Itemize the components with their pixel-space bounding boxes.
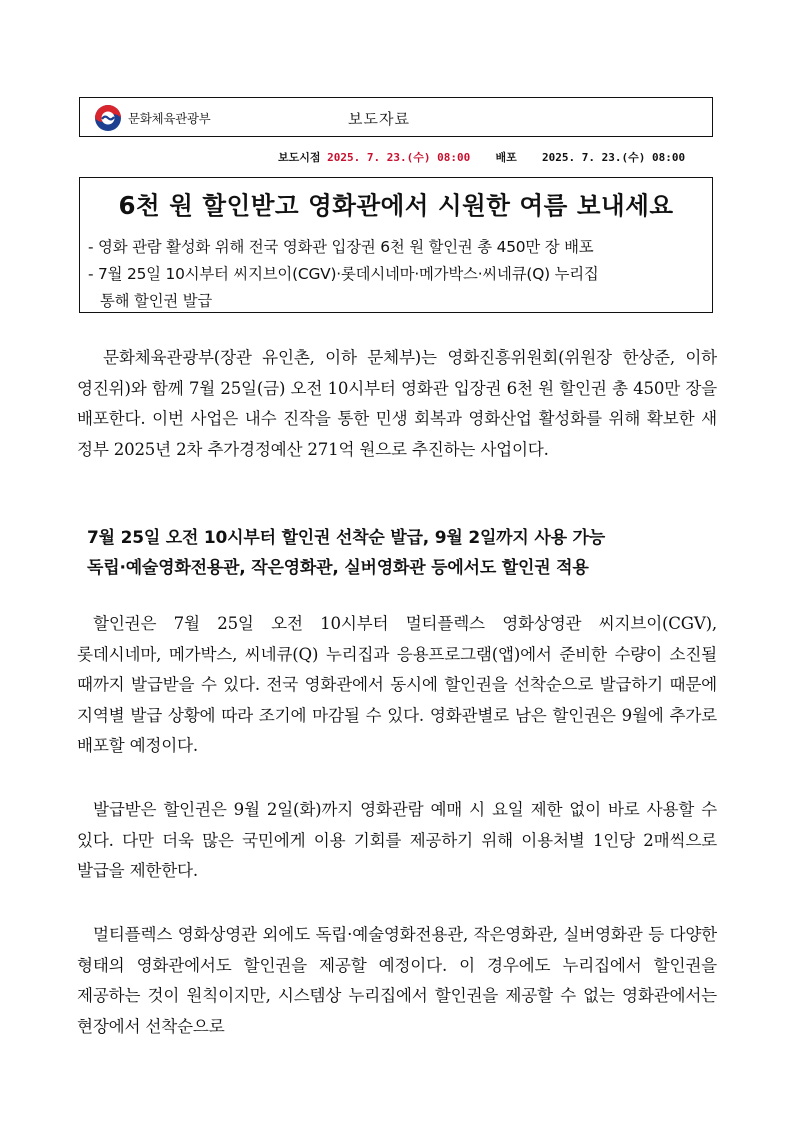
section-heading-line: 독립·예술영화전용관, 작은영화관, 실버영화관 등에서도 할인권 적용 (87, 558, 589, 578)
body-paragraph: 발급받은 할인권은 9월 2일(화)까지 영화관람 예매 시 요일 제한 없이 바로 사용할 수 있다. 다만 더욱 많은 국민에게 이용 기회를 제공하기 위해 이용처별 1인당 2매씩으로 발급을 제한한다. (77, 800, 717, 880)
headline-subtitle: - 7월 25일 10시부터 씨지브이(CGV)·롯데시네마·메가박스·씨네큐(Q) 누리집 (88, 265, 599, 283)
section-heading (87, 523, 605, 583)
body-paragraph: 멀티플렉스 영화상영관 외에도 독립·예술영화전용관, 작은영화관, 실버영화관 등 다양한 형태의 영화관에서도 할인권을 제공할 예정이다. 이 경우에도 누리집에서 할인권을 제공하는 것이 원칙이지만, 시스템상 누리집에서 할인권을 제공할 수 없는 영화관에서는 현장에서 선착순으로 (77, 925, 717, 1036)
headline-subtitle: - 영화 관람 활성화 위해 전국 영화관 입장권 6천 원 할인권 총 450만 장 배포 (88, 238, 594, 256)
document-type: 보도자료 (348, 110, 410, 128)
distribution-label: 배포 (495, 151, 517, 164)
body-paragraph: 문화체육관광부(장관 유인촌, 이하 문체부)는 영화진흥위원회(위원장 한상준, 이하 영진위)와 함께 7월 25일(금) 오전 10시부터 영화관 입장권 6천 원 할인권 총 450만 장을 배포한다. 이번 사업은 내수 진작을 통한 민생 회복과 영화산업 활성화를 위해 확보한 새 정부 2025년 2차 추가경정예산 271억 원으로 추진하는 사업이다. (77, 348, 717, 459)
headline-subtitle-continued: 통해 할인권 발급 (100, 292, 213, 310)
headline-box (79, 177, 713, 313)
government-emblem-icon (94, 104, 122, 132)
ministry-name: 문화체육관광부 (128, 111, 211, 126)
release-info (278, 149, 685, 165)
distribution-value: 2025. 7. 23.(수) 08:00 (541, 151, 686, 164)
headline-title: 6천 원 할인받고 영화관에서 시원한 여름 보내세요 (118, 191, 674, 220)
header-box (79, 97, 713, 137)
section-heading-line: 7월 25일 오전 10시부터 할인권 선착순 발급, 9월 2일까지 사용 가능 (87, 528, 605, 548)
release-time-label: 보도시점 (278, 151, 321, 164)
body-paragraph: 할인권은 7월 25일 오전 10시부터 멀티플렉스 영화상영관 씨지브이(CGV), 롯데시네마, 메가박스, 씨네큐(Q) 누리집과 응용프로그램(앱)에서 준비한 수량이 소진될 때까지 발급받을 수 있다. 전국 영화관에서 동시에 할인권을 선착순으로 발급하기 때문에 지역별 발급 상황에 따라 조기에 마감될 수 있다. 영화관별로 남은 할인권은 9월에 추가로 배포할 예정이다. (77, 614, 717, 755)
release-time-value: 2025. 7. 23.(수) 08:00 (327, 151, 471, 164)
